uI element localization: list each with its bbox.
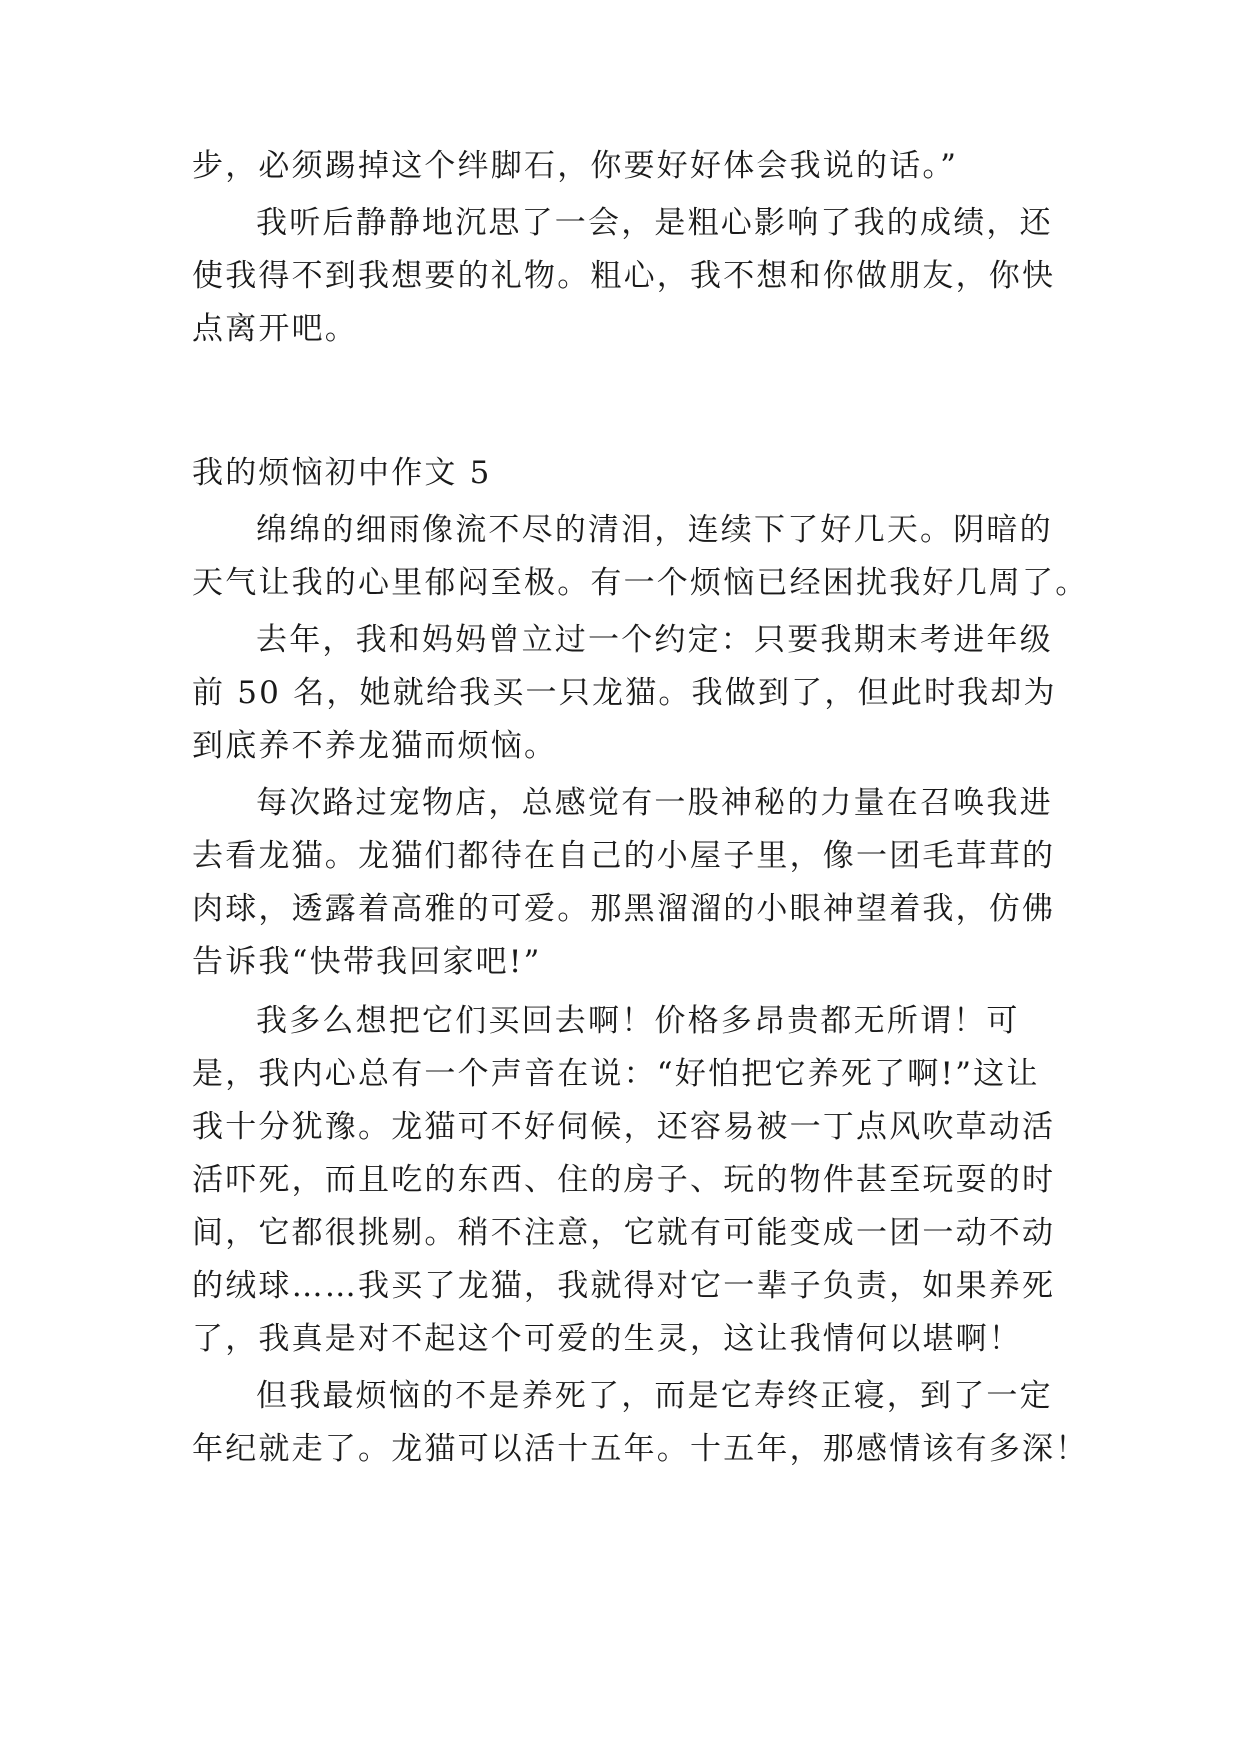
paragraph-start-line: 但我最烦恼的不是养死了，而是它寿终正寝，到了一定 (256, 1378, 1053, 1414)
section-title: 我的烦恼初中作文 5 (192, 455, 492, 491)
text-line: 了，我真是对不起这个可爱的生灵，这让我情何以堪啊！ (192, 1321, 1022, 1357)
text-line: 年纪就走了。龙猫可以活十五年。十五年，那感情该有多深！ (192, 1431, 1089, 1467)
text-line: 是，我内心总有一个声音在说：“好怕把它养死了啊!”这让 (192, 1056, 1040, 1092)
text-line: 使我得不到我想要的礼物。粗心，我不想和你做朋友，你快 (192, 258, 1056, 294)
paragraph-start-line: 去年，我和妈妈曾立过一个约定：只要我期末考进年级 (256, 622, 1053, 658)
text-line: 步，必须踢掉这个绊脚石，你要好好体会我说的话。” (192, 148, 959, 184)
text-line: 我十分犹豫。龙猫可不好伺候，还容易被一丁点风吹草动活 (192, 1109, 1056, 1145)
text-line: 前 50 名，她就给我买一只龙猫。我做到了，但此时我却为 (192, 675, 1057, 711)
text-line: 点离开吧。 (192, 311, 358, 347)
paragraph-start-line: 绵绵的细雨像流不尽的清泪，连续下了好几天。阴暗的 (256, 512, 1053, 548)
text-line: 告诉我“快带我回家吧!” (192, 944, 542, 980)
text-line: 活吓死，而且吃的东西、住的房子、玩的物件甚至玩耍的时 (192, 1162, 1056, 1198)
text-line: 间，它都很挑剔。稍不注意，它就有可能变成一团一动不动 (192, 1215, 1056, 1251)
text-line: 肉球，透露着高雅的可爱。那黑溜溜的小眼神望着我，仿佛 (192, 891, 1056, 927)
text-line: 到底养不养龙猫而烦恼。 (192, 728, 558, 764)
text-line: 的绒球……我买了龙猫，我就得对它一辈子负责，如果养死 (192, 1268, 1056, 1304)
text-line: 去看龙猫。龙猫们都待在自己的小屋子里，像一团毛茸茸的 (192, 838, 1056, 874)
paragraph-start-line: 每次路过宠物店，总感觉有一股神秘的力量在召唤我进 (256, 785, 1053, 821)
paragraph-start-line: 我多么想把它们买回去啊！价格多昂贵都无所谓！可 (256, 1003, 1020, 1039)
text-line: 天气让我的心里郁闷至极。有一个烦恼已经困扰我好几周了。 (192, 565, 1089, 601)
paragraph-start-line: 我听后静静地沉思了一会，是粗心影响了我的成绩，还 (256, 205, 1053, 241)
